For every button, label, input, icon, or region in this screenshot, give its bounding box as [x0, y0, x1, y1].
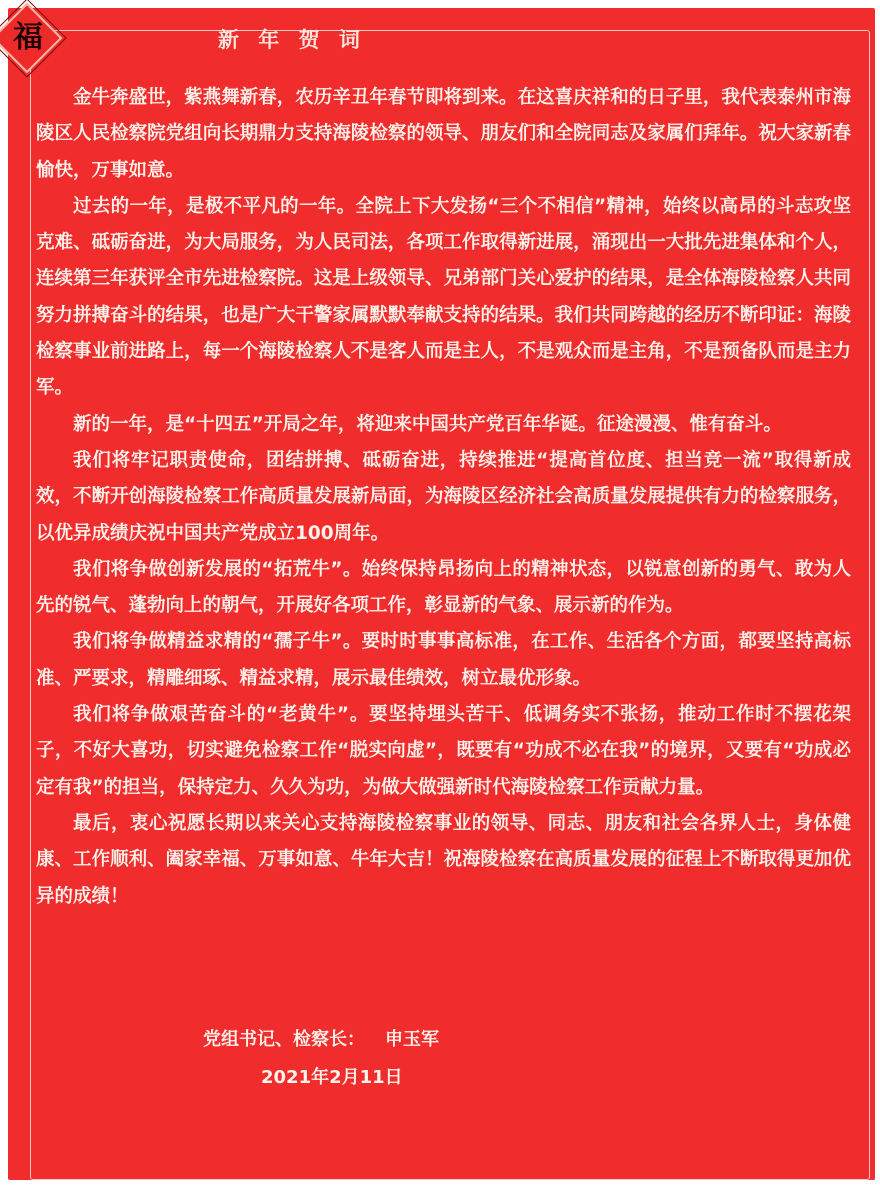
paragraph-2: 过去的一年，是极不平凡的一年。全院上下大发扬“三个不相信”精神，始终以高昂的斗志攻坚克难、砥砺奋进，为大局服务，为人民司法，各项工作取得新进展，涌现出一大批先进集体和个人，连续第三年获评全市先进检察院。这是上级领导、兄弟部门关心爱护的结果，是全体海陵检察人共同努力拼搏奋斗的结果，也是广大干警家属默默奉献支持的结果。我们共同跨越的经历不断印证：海陵检察事业前进路上，每一个海陵检察人不是客人而是主人，不是观众而是主角，不是预备队而是主力军。 — [36, 195, 851, 399]
signature-role: 党组书记、检察长： — [203, 1029, 365, 1050]
paragraph-4: 我们将牢记职责使命，团结拼搏、砥砺奋进，持续推进“提高首位度、担当竞一流”取得新成效，不断开创海陵检察工作高质量发展新局面，为海陵区经济社会高质量发展提供有力的检察服务，以优异成绩庆祝中国共产党成立100周年。 — [36, 449, 851, 544]
paragraph-3: 新的一年，是“十四五”开局之年，将迎来中国共产党百年华诞。征途漫漫、惟有奋斗。 — [73, 413, 782, 435]
signature-date: 2021年2月11日 — [261, 1067, 403, 1088]
signature-line — [203, 1025, 439, 1051]
fu-character: 福 — [13, 20, 43, 55]
page-title: 新 年 贺 词 — [218, 28, 366, 52]
paragraph-8: 最后，衷心祝愿长期以来关心支持海陵检察事业的领导、同志、朋友和社会各界人士，身体健康、工作顺利、阖家幸福、万事如意、牛年大吉！祝海陵检察在高质量发展的征程上不断取得更加优异的成绩！ — [36, 812, 851, 907]
signature-name: 申玉军 — [385, 1029, 439, 1050]
paragraph-6: 我们将争做精益求精的“孺子牛”。要时时事事高标准，在工作、生活各个方面，都要坚持高标准、严要求，精雕细琢、精益求精，展示最佳绩效，树立最优形象。 — [36, 631, 851, 689]
letter-body — [36, 80, 851, 915]
paragraph-7: 我们将争做艰苦奋斗的“老黄牛”。要坚持埋头苦干、低调务实不张扬，推动工作时不摆花架子，不好大喜功，切实避免检察工作“脱实向虚”，既要有“功成不必在我”的境界，又要有“功成必定有我”的担当，保持定力、久久为功，为做大做强新时代海陵检察工作贡献力量。 — [36, 704, 851, 798]
paragraph-5: 我们将争做创新发展的“拓荒牛”。始终保持昂扬向上的精神状态，以锐意创新的勇气、敢为人先的锐气、蓬勃向上的朝气，开展好各项工作，彰显新的气象、展示新的作为。 — [36, 558, 851, 617]
paragraph-1: 金牛奔盛世，紫燕舞新春，农历辛丑年春节即将到来。在这喜庆祥和的日子里，我代表泰州市海陵区人民检察院党组向长期鼎力支持海陵检察的领导、朋友们和全院同志及家属们拜年。祝大家新春愉快，万事如意。 — [36, 87, 851, 181]
